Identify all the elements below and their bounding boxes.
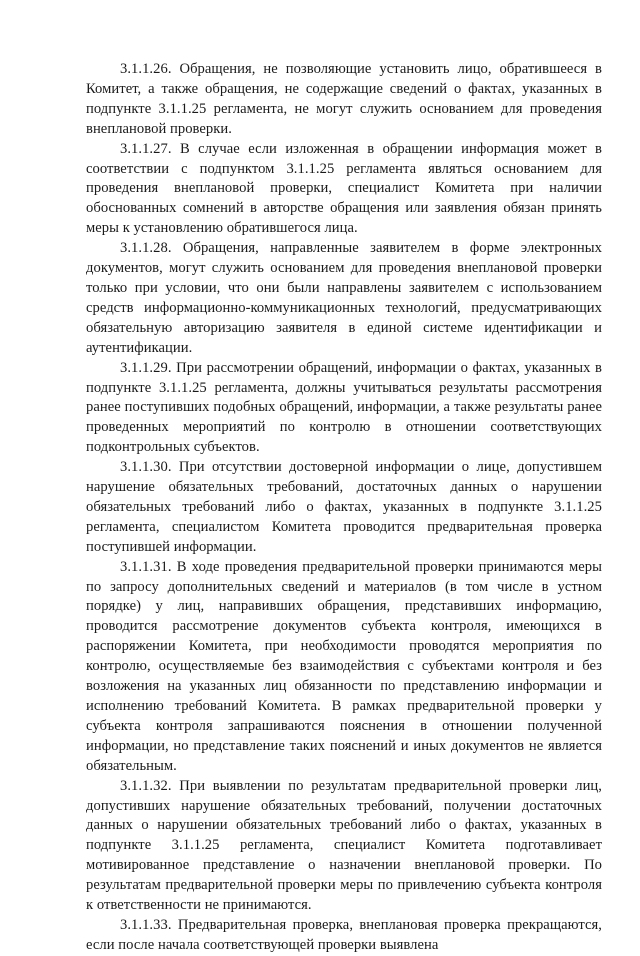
paragraph-3-1-1-29: 3.1.1.29. При рассмотрении обращений, информации о фактах, указанных в подпункте 3.1.1.25 регламента, должны учитываться результаты рассмотрения ранее поступивших подобных обращений, информации, а также результаты ранее проведенных мероприятий по контролю в отношении соответствующих подконтрольных субъектов. (86, 359, 602, 456)
paragraph-3-1-1-32: 3.1.1.32. При выявлении по результатам предварительной проверки лиц, допустивших нарушение обязательных требований, получении достаточных данных о нарушении обязательных требований либо о фактах, указанных в подпункте 3.1.1.25 регламента, специалист Комитета подготавливает мотивированное представление о назначении внеплановой проверки. По результатам предварительной проверки меры по привлечению субъекта контроля к ответственности не принимаются. (86, 777, 602, 914)
paragraph-3-1-1-27: 3.1.1.27. В случае если изложенная в обращении информация может в соответствии с подпунктом 3.1.1.25 регламента являться основанием для проведения внеплановой проверки, специалист Комитета при наличии обоснованных сомнений в авторстве обращения или заявления обязан принять меры к установлению обратившегося лица. (86, 140, 602, 237)
paragraph-3-1-1-28: 3.1.1.28. Обращения, направленные заявителем в форме электронных документов, могут служить основанием для проведения внеплановой проверки только при условии, что они были направлены заявителем с использованием средств информационно-коммуникационных технологий, предусматривающих обязательную авторизацию заявителя в единой системе идентификации и аутентификации. (86, 240, 602, 356)
paragraph-3-1-1-33: 3.1.1.33. Предварительная проверка, внеплановая проверка прекращаются, если после начала соответствующей проверки выявлена (86, 916, 602, 953)
paragraph-3-1-1-31: 3.1.1.31. В ходе проведения предварительной проверки принимаются меры по запросу дополнительных сведений и материалов (в том числе в устном порядке) у лиц, направивших обращения, представивших информацию, проводится рассмотрение документов субъекта контроля, имеющихся в распоряжении Комитета, при необходимости проводятся мероприятия по контролю, осуществляемые без взаимодействия с субъектами контроля и без возложения на указанных лиц обязанности по представлению информации и исполнению требований Комитета. В рамках предварительной проверки у субъекта контроля запрашиваются пояснения в отношении полученной информации, но представление таких пояснений и иных документов не является обязательным. (86, 558, 602, 774)
paragraph-3-1-1-30: 3.1.1.30. При отсутствии достоверной информации о лице, допустившем нарушение обязательных требований, достаточных данных о нарушении обязательных требований либо о фактах, указанных в подпункте 3.1.1.25 регламента, специалистом Комитета проводится предварительная проверка поступившей информации. (86, 459, 602, 555)
paragraph-3-1-1-26: 3.1.1.26. Обращения, не позволяющие установить лицо, обратившееся в Комитет, а также обращения, не содержащие сведений о фактах, указанных в подпункте 3.1.1.25 регламента, не могут служить основанием для проведения внеплановой проверки. (86, 61, 602, 137)
